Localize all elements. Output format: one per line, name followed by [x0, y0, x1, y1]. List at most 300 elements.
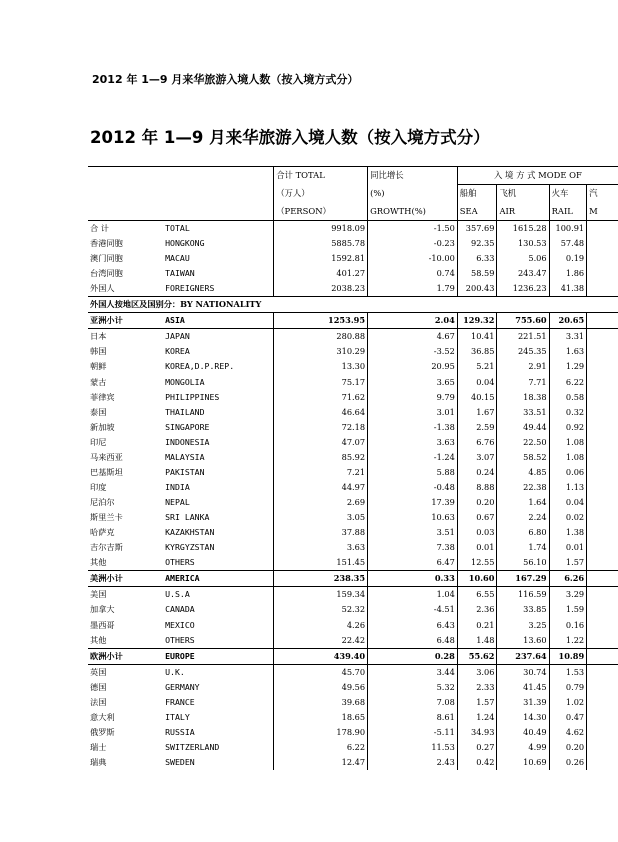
cell-total: 178.90	[274, 725, 368, 740]
cell-sea: 5.21	[457, 359, 497, 374]
cell-name-en: TAIWAN	[163, 266, 274, 281]
cell-name-cn: 俄罗斯	[90, 726, 115, 737]
cell-growth: 3.65	[368, 375, 458, 390]
header-pct: (%)	[368, 185, 458, 203]
cell-name-en: ITALY	[163, 710, 274, 725]
cell-growth: 1.04	[368, 587, 458, 603]
cell-growth: 6.43	[368, 618, 458, 633]
cell-rail: 1.08	[549, 450, 587, 465]
cell-name-cn: 马来西亚	[90, 451, 123, 462]
cell-air: 243.47	[497, 266, 549, 281]
table-row	[88, 633, 618, 649]
table-row	[88, 740, 618, 755]
cell-name-cn: 香港同胞	[90, 237, 123, 248]
table-row	[88, 405, 618, 420]
cell-sea: 58.59	[457, 266, 497, 281]
cell-rail: 57.48	[549, 236, 587, 251]
cell-rail: 0.32	[549, 405, 587, 420]
cell-growth: 3.44	[368, 664, 458, 680]
cell-auto	[587, 420, 618, 435]
cell-air: 1615.28	[497, 220, 549, 236]
cell-rail: 1.29	[549, 359, 587, 374]
cell-auto	[587, 480, 618, 495]
cell-sea: 40.15	[457, 390, 497, 405]
cell-name-en: FOREIGNERS	[163, 281, 274, 297]
cell-sea: 1.24	[457, 710, 497, 725]
cell-sea: 0.27	[457, 740, 497, 755]
cell-growth: 5.88	[368, 465, 458, 480]
cell-air: 245.35	[497, 344, 549, 359]
cell-sea: 10.60	[457, 571, 497, 587]
cell-rail: 1.02	[549, 695, 587, 710]
cell-name-cn: 菲律宾	[90, 391, 115, 402]
cell-sea: 3.06	[457, 664, 497, 680]
cell-growth: 9.79	[368, 390, 458, 405]
cell-air: 1.74	[497, 540, 549, 555]
cell-name-en: SINGAPORE	[163, 420, 274, 435]
cell-name-en: U.S.A	[163, 587, 274, 603]
section-label: 外国人按地区及国别分：BY NATIONALITY	[88, 297, 618, 313]
header-air-en: AIR	[497, 203, 549, 221]
cell-rail: 0.16	[549, 618, 587, 633]
header-air-cn: 飞机	[497, 185, 549, 203]
cell-growth: 17.39	[368, 495, 458, 510]
cell-total: 71.62	[274, 390, 368, 405]
cell-growth: 11.53	[368, 740, 458, 755]
cell-total: 45.70	[274, 664, 368, 680]
cell-name-en: PHILIPPINES	[163, 390, 274, 405]
cell-growth: -1.24	[368, 450, 458, 465]
table-row	[88, 495, 618, 510]
cell-sea: 3.07	[457, 450, 497, 465]
cell-name-en: MEXICO	[163, 618, 274, 633]
cell-air: 49.44	[497, 420, 549, 435]
asia-section	[88, 313, 618, 571]
table-row	[88, 555, 618, 571]
cell-growth: 7.08	[368, 695, 458, 710]
cell-air: 116.59	[497, 587, 549, 603]
cell-name-en: KOREA	[163, 344, 274, 359]
cell-sea: 0.04	[457, 375, 497, 390]
cell-auto	[587, 435, 618, 450]
table-row	[88, 435, 618, 450]
cell-sea: 1.48	[457, 633, 497, 649]
table-row	[88, 680, 618, 695]
cell-name-cn: 加拿大	[90, 604, 115, 615]
table-row	[88, 220, 618, 236]
cell-rail: 1.38	[549, 525, 587, 540]
cell-name-en: INDIA	[163, 480, 274, 495]
cell-air: 22.38	[497, 480, 549, 495]
cell-growth: -0.23	[368, 236, 458, 251]
subtotal-row	[88, 571, 618, 587]
cell-total: 9918.09	[274, 220, 368, 236]
cell-air: 18.38	[497, 390, 549, 405]
cell-air: 14.30	[497, 710, 549, 725]
cell-sea: 357.69	[457, 220, 497, 236]
cell-auto	[587, 450, 618, 465]
cell-growth: 8.61	[368, 710, 458, 725]
cell-growth: 4.67	[368, 329, 458, 345]
cell-sea: 0.67	[457, 510, 497, 525]
cell-growth: 0.74	[368, 266, 458, 281]
table-row	[88, 540, 618, 555]
cell-growth: 3.01	[368, 405, 458, 420]
cell-air: 41.45	[497, 680, 549, 695]
cell-sea: 0.21	[457, 618, 497, 633]
table-row	[88, 465, 618, 480]
cell-name-cn: 印尼	[90, 436, 107, 447]
cell-auto	[587, 329, 618, 345]
cell-air: 31.39	[497, 695, 549, 710]
cell-growth: -4.51	[368, 602, 458, 617]
cell-name-en: RUSSIA	[163, 725, 274, 740]
cell-growth: -1.50	[368, 220, 458, 236]
cell-auto	[587, 555, 618, 571]
cell-growth: -5.11	[368, 725, 458, 740]
cell-rail: 1.59	[549, 602, 587, 617]
america-section	[88, 571, 618, 648]
statistics-table	[88, 166, 618, 770]
cell-name-cn: 墨西哥	[90, 619, 115, 630]
cell-air: 40.49	[497, 725, 549, 740]
cell-sea: 92.35	[457, 236, 497, 251]
table-row	[88, 710, 618, 725]
cell-name-cn: 尼泊尔	[90, 497, 115, 508]
cell-auto	[587, 495, 618, 510]
cell-rail: 0.06	[549, 465, 587, 480]
cell-growth: -0.48	[368, 480, 458, 495]
cell-name-cn: 巴基斯坦	[90, 466, 123, 477]
header-unit: （万人）	[274, 185, 368, 203]
table-row	[88, 664, 618, 680]
cell-total: 72.18	[274, 420, 368, 435]
cell-growth: 3.51	[368, 525, 458, 540]
cell-name-cn: 瑞士	[90, 742, 107, 753]
cell-growth: 2.43	[368, 755, 458, 770]
cell-sea: 1.67	[457, 405, 497, 420]
cell-sea: 8.88	[457, 480, 497, 495]
cell-total: 75.17	[274, 375, 368, 390]
cell-total: 2.69	[274, 495, 368, 510]
cell-name-en: HONGKONG	[163, 236, 274, 251]
cell-name-cn: 德国	[90, 681, 107, 692]
cell-total: 39.68	[274, 695, 368, 710]
cell-auto	[587, 281, 618, 297]
table-row	[88, 450, 618, 465]
cell-name-cn: 其他	[90, 557, 107, 568]
cell-name-cn: 朝鲜	[90, 361, 107, 372]
cell-total: 151.45	[274, 555, 368, 571]
cell-total: 44.97	[274, 480, 368, 495]
table-row	[88, 695, 618, 710]
cell-total: 401.27	[274, 266, 368, 281]
cell-name-en: SWITZERLAND	[163, 740, 274, 755]
cell-auto	[587, 571, 618, 587]
cell-growth: 6.47	[368, 555, 458, 571]
cell-auto	[587, 695, 618, 710]
cell-rail: 20.65	[549, 313, 587, 329]
cell-air: 7.71	[497, 375, 549, 390]
cell-name-cn: 亚洲小计	[88, 313, 163, 329]
cell-sea: 0.03	[457, 525, 497, 540]
cell-total: 439.40	[274, 648, 368, 664]
cell-name-cn: 欧洲小计	[88, 648, 163, 664]
cell-air: 237.64	[497, 648, 549, 664]
cell-sea: 34.93	[457, 725, 497, 740]
header-growth: 同比增长	[368, 167, 458, 185]
cell-total: 13.30	[274, 359, 368, 374]
cell-auto	[587, 525, 618, 540]
cell-air: 4.99	[497, 740, 549, 755]
cell-rail: 6.26	[549, 571, 587, 587]
cell-total: 4.26	[274, 618, 368, 633]
cell-total: 3.05	[274, 510, 368, 525]
table-row	[88, 266, 618, 281]
cell-total: 7.21	[274, 465, 368, 480]
cell-name-cn: 其他	[90, 634, 107, 645]
cell-growth: 20.95	[368, 359, 458, 374]
cell-total: 159.34	[274, 587, 368, 603]
cell-name-cn: 台湾同胞	[90, 268, 123, 279]
cell-name-en: EUROPE	[163, 648, 274, 664]
page-title: 2012 年 1—9 月来华旅游入境人数（按入境方式分）	[90, 128, 490, 147]
cell-rail: 0.92	[549, 420, 587, 435]
cell-total: 6.22	[274, 740, 368, 755]
cell-growth: 2.04	[368, 313, 458, 329]
header-rail-cn: 火车	[549, 185, 587, 203]
cell-name-en: TOTAL	[163, 220, 274, 236]
cell-name-cn: 新加坡	[90, 421, 115, 432]
cell-auto	[587, 390, 618, 405]
cell-auto	[587, 540, 618, 555]
cell-name-cn: 印度	[90, 481, 107, 492]
cell-air: 2.91	[497, 359, 549, 374]
cell-sea: 2.36	[457, 602, 497, 617]
cell-name-en: THAILAND	[163, 405, 274, 420]
cell-auto	[587, 359, 618, 374]
table-row	[88, 251, 618, 266]
cell-sea: 36.85	[457, 344, 497, 359]
cell-growth: 1.79	[368, 281, 458, 297]
cell-total: 22.42	[274, 633, 368, 649]
cell-name-en: KYRGYZSTAN	[163, 540, 274, 555]
cell-name-en: ASIA	[163, 313, 274, 329]
cell-air: 13.60	[497, 633, 549, 649]
cell-auto	[587, 405, 618, 420]
cell-air: 221.51	[497, 329, 549, 345]
cell-air: 4.85	[497, 465, 549, 480]
cell-auto	[587, 602, 618, 617]
cell-rail: 1.53	[549, 664, 587, 680]
cell-name-cn: 哈萨克	[90, 527, 115, 538]
table-row	[88, 602, 618, 617]
cell-name-en: SWEDEN	[163, 755, 274, 770]
cell-total: 37.88	[274, 525, 368, 540]
cell-name-en: FRANCE	[163, 695, 274, 710]
cell-name-en: SRI LANKA	[163, 510, 274, 525]
cell-rail: 3.29	[549, 587, 587, 603]
cell-name-cn: 意大利	[90, 711, 115, 722]
cell-air: 33.51	[497, 405, 549, 420]
cell-air: 33.85	[497, 602, 549, 617]
cell-air: 5.06	[497, 251, 549, 266]
cell-growth: 6.48	[368, 633, 458, 649]
cell-auto	[587, 710, 618, 725]
cell-rail: 41.38	[549, 281, 587, 297]
cell-auto	[587, 313, 618, 329]
cell-auto	[587, 251, 618, 266]
cell-auto	[587, 633, 618, 649]
europe-section	[88, 648, 618, 770]
cell-rail: 1.13	[549, 480, 587, 495]
cell-sea: 0.01	[457, 540, 497, 555]
table-row	[88, 281, 618, 297]
cell-rail: 10.89	[549, 648, 587, 664]
cell-auto	[587, 648, 618, 664]
cell-sea: 2.59	[457, 420, 497, 435]
cell-total: 280.88	[274, 329, 368, 345]
cell-rail: 0.04	[549, 495, 587, 510]
cell-total: 49.56	[274, 680, 368, 695]
cell-name-cn: 日本	[90, 331, 107, 342]
cell-name-cn: 英国	[90, 666, 107, 677]
cell-sea: 0.42	[457, 755, 497, 770]
table-row	[88, 587, 618, 603]
cell-name-en: KAZAKHSTAN	[163, 525, 274, 540]
cell-total: 3.63	[274, 540, 368, 555]
table-row	[88, 329, 618, 345]
cell-total: 1253.95	[274, 313, 368, 329]
cell-growth: 7.38	[368, 540, 458, 555]
cell-total: 18.65	[274, 710, 368, 725]
cell-auto	[587, 220, 618, 236]
cell-rail: 1.08	[549, 435, 587, 450]
cell-name-cn: 吉尔吉斯	[90, 542, 123, 553]
cell-rail: 3.31	[549, 329, 587, 345]
cell-rail: 0.58	[549, 390, 587, 405]
cell-name-en: JAPAN	[163, 329, 274, 345]
cell-rail: 1.63	[549, 344, 587, 359]
table-row	[88, 525, 618, 540]
cell-name-en: OTHERS	[163, 633, 274, 649]
subtotal-row	[88, 313, 618, 329]
cell-sea: 6.33	[457, 251, 497, 266]
table-row	[88, 725, 618, 740]
subtotal-row	[88, 648, 618, 664]
cell-rail: 0.01	[549, 540, 587, 555]
cell-name-cn: 合 计	[90, 222, 109, 233]
cell-name-en: GERMANY	[163, 680, 274, 695]
cell-total: 238.35	[274, 571, 368, 587]
header-rail-en: RAIL	[549, 203, 587, 221]
cell-sea: 55.62	[457, 648, 497, 664]
document-subtitle: 2012 年 1—9 月来华旅游入境人数（按入境方式分）	[92, 73, 359, 86]
cell-air: 6.80	[497, 525, 549, 540]
cell-sea: 0.20	[457, 495, 497, 510]
cell-sea: 129.32	[457, 313, 497, 329]
cell-air: 167.29	[497, 571, 549, 587]
cell-name-cn: 外国人	[90, 283, 115, 294]
table-row	[88, 375, 618, 390]
cell-growth: -1.38	[368, 420, 458, 435]
cell-rail: 1.86	[549, 266, 587, 281]
cell-auto	[587, 587, 618, 603]
statistics-table-container	[88, 166, 598, 768]
cell-auto	[587, 740, 618, 755]
cell-air: 30.74	[497, 664, 549, 680]
header-sea-cn: 船舶	[457, 185, 497, 203]
header-mode: 入 境 方 式 MODE OF	[457, 167, 618, 185]
cell-growth: 3.63	[368, 435, 458, 450]
header-sea-en: SEA	[457, 203, 497, 221]
cell-auto	[587, 755, 618, 770]
cell-sea: 6.76	[457, 435, 497, 450]
cell-sea: 200.43	[457, 281, 497, 297]
cell-sea: 10.41	[457, 329, 497, 345]
cell-growth: 0.28	[368, 648, 458, 664]
cell-name-en: INDONESIA	[163, 435, 274, 450]
cell-name-en: OTHERS	[163, 555, 274, 571]
table-row	[88, 344, 618, 359]
cell-name-en: MONGOLIA	[163, 375, 274, 390]
cell-name-cn: 澳门同胞	[90, 253, 123, 264]
cell-rail: 0.26	[549, 755, 587, 770]
cell-name-cn: 法国	[90, 696, 107, 707]
cell-growth: 10.63	[368, 510, 458, 525]
cell-total: 85.92	[274, 450, 368, 465]
cell-name-en: CANADA	[163, 602, 274, 617]
cell-auto	[587, 266, 618, 281]
table-row	[88, 390, 618, 405]
cell-air: 755.60	[497, 313, 549, 329]
cell-rail: 4.62	[549, 725, 587, 740]
cell-name-cn: 美国	[90, 589, 107, 600]
cell-rail: 1.22	[549, 633, 587, 649]
cell-air: 2.24	[497, 510, 549, 525]
cell-name-cn: 美洲小计	[88, 571, 163, 587]
cell-rail: 1.57	[549, 555, 587, 571]
cell-rail: 100.91	[549, 220, 587, 236]
section-label-row	[88, 297, 618, 313]
cell-sea: 12.55	[457, 555, 497, 571]
table-row	[88, 618, 618, 633]
cell-total: 310.29	[274, 344, 368, 359]
cell-name-en: NEPAL	[163, 495, 274, 510]
cell-sea: 0.24	[457, 465, 497, 480]
cell-auto	[587, 375, 618, 390]
cell-growth: 5.32	[368, 680, 458, 695]
table-row	[88, 510, 618, 525]
cell-rail: 6.22	[549, 375, 587, 390]
cell-total: 5885.78	[274, 236, 368, 251]
cell-rail: 0.47	[549, 710, 587, 725]
cell-air: 1.64	[497, 495, 549, 510]
cell-total: 2038.23	[274, 281, 368, 297]
cell-air: 22.50	[497, 435, 549, 450]
cell-name-en: MACAU	[163, 251, 274, 266]
cell-auto	[587, 664, 618, 680]
table-header	[88, 167, 618, 221]
table-row	[88, 755, 618, 770]
cell-auto	[587, 725, 618, 740]
cell-name-cn: 泰国	[90, 406, 107, 417]
cell-name-cn: 斯里兰卡	[90, 512, 123, 523]
cell-name-cn: 蒙古	[90, 376, 107, 387]
cell-rail: 0.79	[549, 680, 587, 695]
header-auto-cn: 汽	[589, 188, 598, 199]
cell-name-cn: 韩国	[90, 346, 107, 357]
